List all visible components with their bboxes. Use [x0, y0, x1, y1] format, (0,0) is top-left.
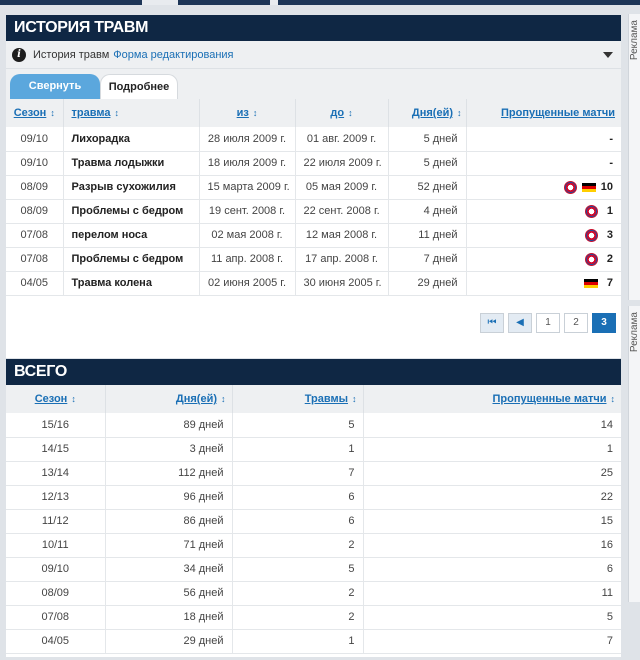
- days-cell: 18 дней: [105, 605, 232, 629]
- missed-cell: 22: [363, 485, 621, 509]
- season-cell: 10/11: [6, 533, 105, 557]
- to-date-cell: 22 июля 2009 г.: [295, 151, 388, 175]
- col-missed-matches[interactable]: [466, 99, 621, 127]
- missed-matches-cell: [475, 253, 614, 266]
- tab-details[interactable]: Подробнее: [100, 74, 178, 99]
- season-cell: 07/08: [6, 247, 63, 271]
- table-header-row: [6, 99, 621, 127]
- missed-cell: 5: [363, 605, 621, 629]
- injury-history-subheader[interactable]: [6, 41, 621, 69]
- table-row: [6, 151, 621, 175]
- days-cell: 4 дней: [388, 199, 466, 223]
- from-date-cell: 28 июля 2009 г.: [199, 127, 295, 151]
- top-nav-segment: [178, 0, 270, 5]
- col-label: Дня(ей): [175, 393, 217, 405]
- season-cell: 14/15: [6, 437, 105, 461]
- injuries-cell: 7: [232, 461, 363, 485]
- top-nav-segment: [278, 0, 640, 5]
- col-days[interactable]: [388, 99, 466, 127]
- missed-cell: [466, 199, 621, 223]
- ad-sidebar-bottom: [628, 306, 640, 602]
- to-date-cell: 17 апр. 2008 г.: [295, 247, 388, 271]
- to-date-cell: 22 сент. 2008 г.: [295, 199, 388, 223]
- missed-count: 2: [606, 253, 613, 265]
- sort-icon: ↕: [114, 108, 119, 118]
- missed-matches-cell: [475, 133, 614, 145]
- table-row: [6, 271, 621, 295]
- table-row: [6, 581, 621, 605]
- season-cell: 07/08: [6, 605, 105, 629]
- germany-flag-icon: [584, 279, 598, 288]
- injuries-cell: 1: [232, 437, 363, 461]
- missed-cell: 7: [363, 629, 621, 653]
- missed-cell: [466, 247, 621, 271]
- page-button-1[interactable]: 1: [536, 313, 560, 333]
- from-date-cell: 02 июня 2005 г.: [199, 271, 295, 295]
- table-row: [6, 605, 621, 629]
- col-season[interactable]: [6, 99, 63, 127]
- totals-panel: [6, 359, 621, 657]
- season-cell: 11/12: [6, 509, 105, 533]
- missed-matches-cell: [475, 277, 614, 289]
- view-tabs: [6, 69, 621, 99]
- page-button-2[interactable]: 2: [564, 313, 588, 333]
- col-label: Дня(ей): [411, 107, 453, 119]
- from-date-cell: 18 июля 2009 г.: [199, 151, 295, 175]
- col-season[interactable]: [6, 385, 105, 413]
- col-missed-matches[interactable]: [363, 385, 621, 413]
- missed-cell: 6: [363, 557, 621, 581]
- sort-icon: ↕: [50, 108, 55, 118]
- prev-page-button[interactable]: ◀: [508, 313, 532, 333]
- missed-count: 1: [606, 205, 613, 217]
- season-cell: 08/09: [6, 175, 63, 199]
- sort-icon: ↕: [71, 394, 76, 404]
- days-cell: 52 дней: [388, 175, 466, 199]
- club-crest-icon[interactable]: [564, 181, 577, 194]
- injury-cell: Травма колена: [63, 271, 199, 295]
- missed-cell: 1: [363, 437, 621, 461]
- col-injury[interactable]: [63, 99, 199, 127]
- missed-cell: 11: [363, 581, 621, 605]
- missed-count: 3: [606, 229, 613, 241]
- pagination: [6, 296, 621, 358]
- injuries-cell: 6: [232, 485, 363, 509]
- from-date-cell: 19 сент. 2008 г.: [199, 199, 295, 223]
- col-days[interactable]: [105, 385, 232, 413]
- days-cell: 5 дней: [388, 151, 466, 175]
- col-label: Сезон: [13, 107, 47, 119]
- from-date-cell: 15 марта 2009 г.: [199, 175, 295, 199]
- table-row: [6, 437, 621, 461]
- page-button-3[interactable]: 3: [592, 313, 616, 333]
- days-cell: 71 дней: [105, 533, 232, 557]
- missed-cell: 15: [363, 509, 621, 533]
- injuries-cell: 6: [232, 509, 363, 533]
- missed-cell: 16: [363, 533, 621, 557]
- col-label: Сезон: [34, 393, 68, 405]
- days-cell: 7 дней: [388, 247, 466, 271]
- injuries-cell: 5: [232, 413, 363, 437]
- injuries-cell: 5: [232, 557, 363, 581]
- table-header-row: [6, 385, 621, 413]
- missed-count: 10: [600, 181, 613, 193]
- table-row: [6, 533, 621, 557]
- top-nav-segment: [0, 0, 142, 5]
- missed-count: 7: [606, 277, 613, 289]
- injury-cell: Лихорадка: [63, 127, 199, 151]
- missed-cell: [466, 271, 621, 295]
- table-row: [6, 175, 621, 199]
- sort-icon: ↕: [352, 394, 357, 404]
- missed-count: -: [609, 132, 613, 145]
- club-crest-icon[interactable]: [585, 253, 598, 266]
- injuries-cell: 1: [232, 629, 363, 653]
- table-row: [6, 461, 621, 485]
- days-cell: 86 дней: [105, 509, 232, 533]
- injuries-cell: 2: [232, 533, 363, 557]
- table-row: [6, 199, 621, 223]
- col-to[interactable]: [295, 99, 388, 127]
- ad-sidebar-top: [628, 14, 640, 300]
- injury-cell: Травма лодыжки: [63, 151, 199, 175]
- days-cell: 11 дней: [388, 223, 466, 247]
- injury-cell: Разрыв сухожилия: [63, 175, 199, 199]
- col-label: Травмы: [304, 393, 348, 405]
- col-injuries[interactable]: [232, 385, 363, 413]
- missed-cell: [466, 175, 621, 199]
- season-cell: 09/10: [6, 557, 105, 581]
- sort-icon: ↕: [252, 108, 258, 118]
- table-row: [6, 485, 621, 509]
- from-date-cell: 11 апр. 2008 г.: [199, 247, 295, 271]
- from-date-cell: 02 мая 2008 г.: [199, 223, 295, 247]
- info-icon: i: [12, 48, 26, 62]
- totals-table: [6, 385, 621, 654]
- days-cell: 34 дней: [105, 557, 232, 581]
- injuries-cell: 2: [232, 605, 363, 629]
- injury-history-table: [6, 99, 621, 296]
- subheader-label: История травм: [33, 48, 110, 61]
- missed-matches-cell: [475, 181, 614, 194]
- table-row: [6, 247, 621, 271]
- tab-collapse[interactable]: Свернуть: [10, 74, 100, 99]
- season-cell: 09/10: [6, 127, 63, 151]
- missed-matches-cell: [475, 229, 614, 242]
- col-label: из: [236, 107, 249, 119]
- table-row: [6, 413, 621, 437]
- injuries-cell: 2: [232, 581, 363, 605]
- season-cell: 04/05: [6, 271, 63, 295]
- days-cell: 56 дней: [105, 581, 232, 605]
- days-cell: 112 дней: [105, 461, 232, 485]
- missed-cell: [466, 151, 621, 175]
- to-date-cell: 12 мая 2008 г.: [295, 223, 388, 247]
- season-cell: 12/13: [6, 485, 105, 509]
- missed-matches-cell: [475, 157, 614, 169]
- sort-icon: ↕: [221, 394, 226, 404]
- col-label: травма: [71, 107, 111, 119]
- missed-cell: 14: [363, 413, 621, 437]
- club-crest-icon[interactable]: [585, 229, 598, 242]
- col-label: Пропущенные матчи: [492, 393, 607, 405]
- season-cell: 15/16: [6, 413, 105, 437]
- table-row: [6, 557, 621, 581]
- col-label: до: [330, 107, 345, 119]
- top-nav-bar: [0, 0, 640, 5]
- col-from[interactable]: [199, 99, 295, 127]
- table-row: [6, 223, 621, 247]
- missed-cell: [466, 223, 621, 247]
- sort-icon: ↕: [457, 108, 462, 118]
- season-cell: 07/08: [6, 223, 63, 247]
- missed-cell: [466, 127, 621, 151]
- totals-title: ВСЕГО: [6, 359, 621, 385]
- edit-form-link[interactable]: Форма редактирования: [113, 48, 234, 61]
- injury-cell: перелом носа: [63, 223, 199, 247]
- ad-label: Реклама: [629, 20, 640, 61]
- days-cell: 96 дней: [105, 485, 232, 509]
- missed-cell: 25: [363, 461, 621, 485]
- first-page-button[interactable]: ⏮: [480, 313, 504, 333]
- table-row: [6, 629, 621, 653]
- missed-matches-cell: [475, 205, 614, 218]
- to-date-cell: 01 авг. 2009 г.: [295, 127, 388, 151]
- chevron-down-icon[interactable]: [603, 52, 613, 58]
- col-label: Пропущенные матчи: [500, 107, 615, 119]
- club-crest-icon[interactable]: [585, 205, 598, 218]
- to-date-cell: 30 июня 2005 г.: [295, 271, 388, 295]
- days-cell: 89 дней: [105, 413, 232, 437]
- injury-cell: Проблемы с бедром: [63, 247, 199, 271]
- injury-history-panel: [6, 15, 621, 346]
- injury-cell: Проблемы с бедром: [63, 199, 199, 223]
- days-cell: 29 дней: [388, 271, 466, 295]
- missed-count: -: [609, 157, 613, 169]
- table-row: [6, 509, 621, 533]
- season-cell: 13/14: [6, 461, 105, 485]
- sort-icon: ↕: [610, 394, 615, 404]
- season-cell: 04/05: [6, 629, 105, 653]
- table-row: [6, 127, 621, 151]
- days-cell: 29 дней: [105, 629, 232, 653]
- sort-icon: ↕: [348, 108, 353, 118]
- days-cell: 3 дней: [105, 437, 232, 461]
- ad-label: Реклама: [629, 312, 640, 353]
- season-cell: 09/10: [6, 151, 63, 175]
- germany-flag-icon: [582, 183, 596, 192]
- days-cell: 5 дней: [388, 127, 466, 151]
- season-cell: 08/09: [6, 199, 63, 223]
- to-date-cell: 05 мая 2009 г.: [295, 175, 388, 199]
- injury-history-title: ИСТОРИЯ ТРАВМ: [6, 15, 621, 41]
- season-cell: 08/09: [6, 581, 105, 605]
